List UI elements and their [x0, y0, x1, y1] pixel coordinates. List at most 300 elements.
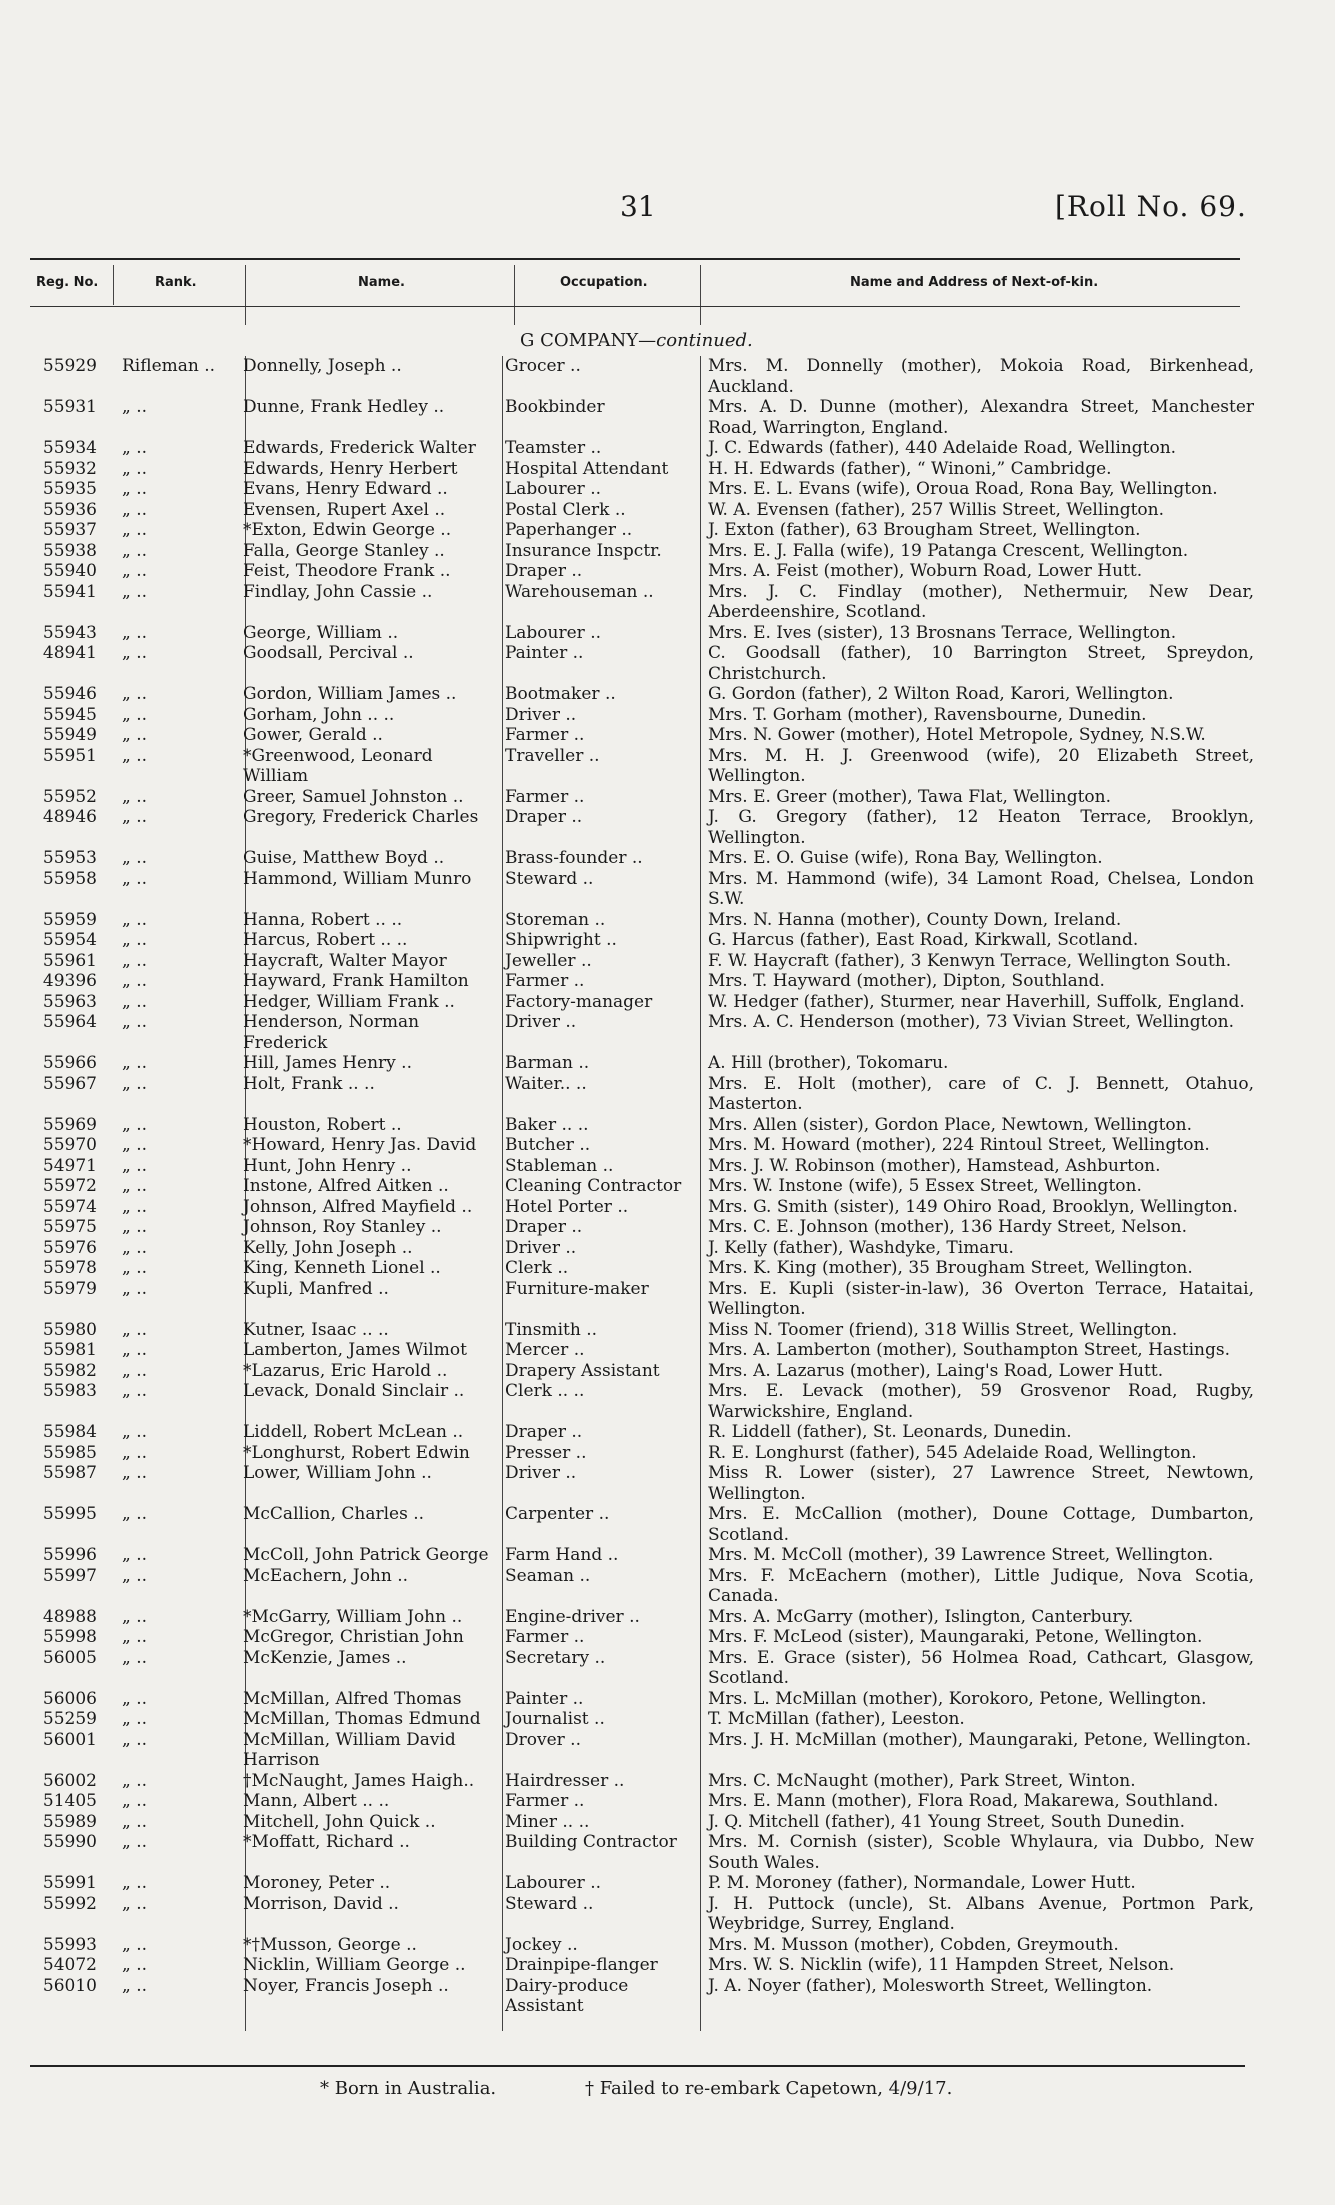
- next-of-kin-cell: G. Gordon (father), 2 Wilton Road, Karori, Wellington.: [708, 684, 1174, 704]
- reg-no-cell: 55958: [42, 868, 97, 889]
- next-of-kin-cell: Mrs. E. Greer (mother), Tawa Flat, Wellington.: [708, 786, 1111, 807]
- occupation-cell: Mercer ..: [505, 1340, 585, 1360]
- occupation-cell: Insurance Inspctr.: [505, 540, 662, 561]
- name-cell: Hayward, Frank Hamilton: [243, 971, 469, 991]
- table-row: [0, 848, 1335, 869]
- next-of-kin-cell: C. Goodsall (father), 10 Barrington Street, Spreydon, Christchurch.: [708, 643, 1254, 684]
- rank-cell: „ ..: [122, 971, 148, 991]
- occupation-cell: Draper ..: [505, 561, 583, 581]
- name-cell: Hammond, William Munro: [243, 868, 472, 889]
- name-cell: McGregor, Christian John: [243, 1627, 464, 1647]
- reg-no-cell: 55984: [42, 1422, 97, 1442]
- next-of-kin-cell: Mrs. W. S. Nicklin (wife), 11 Hampden Street, Nelson.: [708, 1955, 1175, 1975]
- occupation-cell: Tinsmith ..: [505, 1319, 597, 1340]
- table-row: [0, 1197, 1335, 1218]
- name-cell: Lamberton, James Wilmot: [243, 1340, 467, 1360]
- name-cell: Holt, Frank .. ..: [243, 1073, 375, 1094]
- occupation-cell: Painter ..: [505, 643, 584, 663]
- rank-cell: „ ..: [122, 1463, 148, 1483]
- footnote-failed-reembark: † Failed to re-embark Capetown, 4/9/17.: [585, 2078, 953, 2099]
- table-row: [0, 1566, 1335, 1607]
- reg-no-cell: 51405: [42, 1791, 97, 1811]
- roll-table: [0, 356, 1335, 2017]
- occupation-cell: Journalist ..: [505, 1709, 605, 1729]
- rank-cell: „ ..: [122, 1258, 148, 1278]
- table-row: [0, 520, 1335, 541]
- occupation-cell: Stableman ..: [505, 1155, 614, 1176]
- reg-no-cell: 55961: [42, 950, 97, 971]
- name-cell: Hanna, Robert .. ..: [243, 909, 403, 930]
- next-of-kin-cell: J. Kelly (father), Washdyke, Timaru.: [708, 1237, 1014, 1258]
- name-cell: McKenzie, James ..: [243, 1647, 407, 1668]
- next-of-kin-cell: W. A. Evensen (father), 257 Willis Street, Wellington.: [708, 499, 1164, 520]
- name-cell: Edwards, Frederick Walter: [243, 438, 476, 458]
- rank-cell: „ ..: [122, 1893, 148, 1914]
- table-row: [0, 500, 1335, 521]
- next-of-kin-cell: Mrs. A. Lazarus (mother), Laing's Road, Lower Hutt.: [708, 1360, 1164, 1381]
- occupation-cell: Dairy-produce Assistant: [505, 1975, 629, 2016]
- name-cell: Feist, Theodore Frank ..: [243, 561, 451, 581]
- reg-no-cell: 55987: [42, 1463, 97, 1483]
- reg-no-cell: 55953: [42, 848, 97, 868]
- name-cell: Mitchell, John Quick ..: [243, 1811, 436, 1832]
- next-of-kin-cell: Mrs. E. Kupli (sister-in-law), 36 Overton Terrace, Hataitai, Wellington.: [708, 1278, 1254, 1319]
- name-cell: Johnson, Roy Stanley ..: [243, 1217, 442, 1237]
- rank-cell: „ ..: [122, 397, 148, 417]
- table-row: [0, 1053, 1335, 1074]
- next-of-kin-cell: J. A. Noyer (father), Molesworth Street, Wellington.: [708, 1975, 1153, 1996]
- rank-cell: „ ..: [122, 991, 148, 1012]
- reg-no-cell: 48988: [42, 1606, 97, 1627]
- table-row: [0, 807, 1335, 848]
- name-cell: Kupli, Manfred ..: [243, 1278, 389, 1299]
- reg-no-cell: 55990: [42, 1832, 97, 1852]
- next-of-kin-cell: Mrs. A. Lamberton (mother), Southampton Street, Hastings.: [708, 1340, 1231, 1360]
- reg-no-cell: 55945: [42, 704, 97, 725]
- next-of-kin-cell: Mrs. Allen (sister), Gordon Place, Newtown, Wellington.: [708, 1114, 1192, 1135]
- table-row: [0, 910, 1335, 931]
- reg-no-cell: 55995: [42, 1504, 97, 1524]
- occupation-cell: Painter ..: [505, 1688, 584, 1709]
- occupation-cell: Steward ..: [505, 868, 594, 889]
- name-cell: Guise, Matthew Boyd ..: [243, 848, 445, 868]
- occupation-cell: Farmer ..: [505, 786, 585, 807]
- occupation-cell: Brass-founder ..: [505, 848, 643, 868]
- header-next-of-kin: Name and Address of Next-of-kin.: [850, 275, 1099, 290]
- next-of-kin-cell: Mrs. G. Smith (sister), 149 Ohiro Road, Brooklyn, Wellington.: [708, 1196, 1238, 1217]
- next-of-kin-cell: Mrs. T. Hayward (mother), Dipton, Southland.: [708, 971, 1105, 991]
- next-of-kin-cell: Mrs. A. D. Dunne (mother), Alexandra Street, Manchester Road, Warrington, England.: [708, 397, 1254, 438]
- reg-no-cell: 55259: [42, 1709, 97, 1729]
- name-cell: McEachern, John ..: [243, 1565, 409, 1586]
- name-cell: McMillan, Thomas Edmund: [243, 1709, 481, 1729]
- reg-no-cell: 55982: [42, 1360, 97, 1381]
- occupation-cell: Drover ..: [505, 1729, 581, 1750]
- name-cell: Hill, James Henry ..: [243, 1053, 412, 1073]
- reg-no-cell: 55954: [42, 930, 97, 950]
- name-cell: McMillan, Alfred Thomas: [243, 1688, 462, 1709]
- reg-no-cell: 55972: [42, 1176, 97, 1196]
- rank-cell: „ ..: [122, 1237, 148, 1258]
- table-row: [0, 787, 1335, 808]
- table-row: [0, 1217, 1335, 1238]
- reg-no-cell: 55936: [42, 499, 97, 520]
- table-row: [0, 1443, 1335, 1464]
- reg-no-cell: 55978: [42, 1258, 97, 1278]
- rank-cell: „ ..: [122, 1770, 148, 1791]
- occupation-cell: Jockey ..: [505, 1934, 578, 1955]
- next-of-kin-cell: J. G. Gregory (father), 12 Heaton Terrace, Brooklyn, Wellington.: [708, 807, 1254, 848]
- next-of-kin-cell: Miss N. Toomer (friend), 318 Willis Street, Wellington.: [708, 1319, 1178, 1340]
- name-cell: Noyer, Francis Joseph ..: [243, 1975, 449, 1996]
- table-row: [0, 1422, 1335, 1443]
- next-of-kin-cell: Mrs. E. Mann (mother), Flora Road, Makarewa, Southland.: [708, 1791, 1219, 1811]
- name-cell: McCallion, Charles ..: [243, 1504, 425, 1524]
- occupation-cell: Clerk ..: [505, 1258, 569, 1278]
- name-cell: George, William ..: [243, 622, 399, 643]
- reg-no-cell: 56010: [42, 1975, 97, 1996]
- rank-cell: „ ..: [122, 704, 148, 725]
- occupation-cell: Farmer ..: [505, 725, 585, 745]
- reg-no-cell: 55952: [42, 786, 97, 807]
- name-cell: *Greenwood, Leonard William: [243, 745, 433, 786]
- reg-no-cell: 55929: [42, 356, 97, 376]
- next-of-kin-cell: Mrs. M. Musson (mother), Cobden, Greymouth.: [708, 1934, 1119, 1955]
- rank-cell: „ ..: [122, 540, 148, 561]
- rank-cell: „ ..: [122, 1832, 148, 1852]
- table-row: [0, 1730, 1335, 1771]
- table-row: [0, 1545, 1335, 1566]
- occupation-cell: Secretary ..: [505, 1647, 606, 1668]
- occupation-cell: Driver ..: [505, 1463, 577, 1483]
- reg-no-cell: 56002: [42, 1770, 97, 1791]
- table-row: [0, 1176, 1335, 1197]
- next-of-kin-cell: Mrs. C. McNaught (mother), Park Street, Winton.: [708, 1770, 1136, 1791]
- table-row: [0, 1340, 1335, 1361]
- reg-no-cell: 55935: [42, 479, 97, 499]
- table-row: [0, 397, 1335, 438]
- rank-cell: „ ..: [122, 561, 148, 581]
- name-cell: Greer, Samuel Johnston ..: [243, 786, 464, 807]
- reg-no-cell: 55959: [42, 909, 97, 930]
- rank-cell: „ ..: [122, 1975, 148, 1996]
- name-cell: Gregory, Frederick Charles: [243, 807, 479, 827]
- table-row: [0, 1812, 1335, 1833]
- next-of-kin-cell: Mrs. A. C. Henderson (mother), 73 Vivian Street, Wellington.: [708, 1012, 1235, 1032]
- name-cell: Hunt, John Henry ..: [243, 1155, 412, 1176]
- reg-no-cell: 55966: [42, 1053, 97, 1073]
- rank-cell: „ ..: [122, 1606, 148, 1627]
- reg-no-cell: 55949: [42, 725, 97, 745]
- reg-no-cell: 55969: [42, 1114, 97, 1135]
- top-rule: [30, 258, 1240, 260]
- occupation-cell: Driver ..: [505, 1012, 577, 1032]
- next-of-kin-cell: H. H. Edwards (father), “ Winoni,” Cambridge.: [708, 458, 1112, 479]
- occupation-cell: Traveller ..: [505, 745, 600, 766]
- table-row: [0, 541, 1335, 562]
- table-row: [0, 1689, 1335, 1710]
- name-cell: Houston, Robert ..: [243, 1114, 402, 1135]
- name-cell: Findlay, John Cassie ..: [243, 581, 433, 602]
- next-of-kin-cell: Mrs. E. Ives (sister), 13 Brosnans Terrace, Wellington.: [708, 622, 1177, 643]
- next-of-kin-cell: Mrs. C. E. Johnson (mother), 136 Hardy Street, Nelson.: [708, 1217, 1188, 1237]
- next-of-kin-cell: Mrs. L. McMillan (mother), Korokoro, Petone, Wellington.: [708, 1688, 1207, 1709]
- table-row: [0, 1709, 1335, 1730]
- name-cell: McColl, John Patrick George: [243, 1545, 489, 1565]
- reg-no-cell: 55983: [42, 1381, 97, 1401]
- rank-cell: „ ..: [122, 1934, 148, 1955]
- table-row: [0, 1238, 1335, 1259]
- name-cell: Gorham, John .. ..: [243, 704, 395, 725]
- reg-no-cell: 55943: [42, 622, 97, 643]
- occupation-cell: Baker .. ..: [505, 1114, 589, 1135]
- occupation-cell: Driver ..: [505, 704, 577, 725]
- next-of-kin-cell: Mrs. J. C. Findlay (mother), Nethermuir, New Dear, Aberdeenshire, Scotland.: [708, 581, 1254, 622]
- occupation-cell: Butcher ..: [505, 1135, 591, 1155]
- next-of-kin-cell: Miss R. Lower (sister), 27 Lawrence Street, Newtown, Wellington.: [708, 1463, 1254, 1504]
- occupation-cell: Postal Clerk ..: [505, 499, 626, 520]
- table-row: [0, 1115, 1335, 1136]
- occupation-cell: Bootmaker ..: [505, 684, 616, 704]
- occupation-cell: Bookbinder: [505, 397, 605, 417]
- name-cell: Mann, Albert .. ..: [243, 1791, 390, 1811]
- next-of-kin-cell: Mrs. N. Hanna (mother), County Down, Ireland.: [708, 909, 1122, 930]
- next-of-kin-cell: G. Harcus (father), East Road, Kirkwall, Scotland.: [708, 930, 1139, 950]
- table-row: [0, 1074, 1335, 1115]
- name-cell: Harcus, Robert .. ..: [243, 930, 408, 950]
- table-row: [0, 438, 1335, 459]
- table-row: [0, 1894, 1335, 1935]
- rank-cell: „ ..: [122, 1873, 148, 1893]
- next-of-kin-cell: Mrs. N. Gower (mother), Hotel Metropole, Sydney, N.S.W.: [708, 725, 1206, 745]
- table-row: [0, 1135, 1335, 1156]
- rank-cell: „ ..: [122, 1176, 148, 1196]
- name-cell: Evans, Henry Edward ..: [243, 479, 448, 499]
- reg-no-cell: 55975: [42, 1217, 97, 1237]
- rank-cell: „ ..: [122, 1442, 148, 1463]
- table-row: [0, 1156, 1335, 1177]
- next-of-kin-cell: W. Hedger (father), Sturmer, near Haverhill, Suffolk, England.: [708, 991, 1245, 1012]
- name-cell: *Moffatt, Richard ..: [243, 1832, 410, 1852]
- name-cell: Moroney, Peter ..: [243, 1873, 391, 1893]
- section-title-text: G COMPANY—: [520, 330, 657, 351]
- rank-cell: „ ..: [122, 1360, 148, 1381]
- reg-no-cell: 55979: [42, 1278, 97, 1299]
- name-cell: *†Musson, George ..: [243, 1934, 417, 1955]
- reg-no-cell: 55996: [42, 1545, 97, 1565]
- occupation-cell: Factory-manager: [505, 991, 653, 1012]
- rank-cell: „ ..: [122, 1955, 148, 1975]
- name-cell: *Exton, Edwin George ..: [243, 520, 452, 540]
- reg-no-cell: 55980: [42, 1319, 97, 1340]
- table-row: [0, 1258, 1335, 1279]
- occupation-cell: Barman ..: [505, 1053, 590, 1073]
- table-row: [0, 1648, 1335, 1689]
- occupation-cell: Farmer ..: [505, 1791, 585, 1811]
- column-headers: [0, 265, 1335, 305]
- name-cell: Goodsall, Percival ..: [243, 643, 414, 663]
- table-row: [0, 705, 1335, 726]
- reg-no-cell: 55998: [42, 1627, 97, 1647]
- table-row: [0, 1791, 1335, 1812]
- name-cell: *Longhurst, Robert Edwin: [243, 1442, 470, 1463]
- table-row: [0, 1607, 1335, 1628]
- rank-cell: Rifleman ..: [122, 356, 216, 376]
- name-cell: Donnelly, Joseph ..: [243, 356, 402, 376]
- reg-no-cell: 55992: [42, 1893, 97, 1914]
- rank-cell: „ ..: [122, 950, 148, 971]
- reg-no-cell: 55989: [42, 1811, 97, 1832]
- rank-cell: „ ..: [122, 581, 148, 602]
- footer-rule: [30, 2065, 1245, 2067]
- name-cell: Nicklin, William George ..: [243, 1955, 466, 1975]
- name-cell: McMillan, William David Harrison: [243, 1729, 456, 1770]
- name-cell: †McNaught, James Haigh..: [243, 1770, 475, 1791]
- next-of-kin-cell: J. Q. Mitchell (father), 41 Young Street, South Dunedin.: [708, 1811, 1185, 1832]
- table-row: [0, 725, 1335, 746]
- reg-no-cell: 49396: [42, 971, 97, 991]
- section-title: [520, 330, 753, 351]
- header-rule: [30, 306, 1240, 307]
- rank-cell: „ ..: [122, 1196, 148, 1217]
- rank-cell: „ ..: [122, 1135, 148, 1155]
- roll-label: [Roll No. 69.: [1055, 190, 1247, 223]
- occupation-cell: Farmer ..: [505, 1627, 585, 1647]
- reg-no-cell: 48941: [42, 643, 97, 663]
- next-of-kin-cell: Mrs. M. McColl (mother), 39 Lawrence Street, Wellington.: [708, 1545, 1214, 1565]
- table-row: [0, 684, 1335, 705]
- table-row: [0, 623, 1335, 644]
- occupation-cell: Teamster ..: [505, 438, 602, 458]
- next-of-kin-cell: Mrs. A. Feist (mother), Woburn Road, Lower Hutt.: [708, 561, 1143, 581]
- header-rank: Rank.: [155, 275, 197, 290]
- table-row: [0, 1504, 1335, 1545]
- occupation-cell: Draper ..: [505, 1422, 583, 1442]
- reg-no-cell: 55981: [42, 1340, 97, 1360]
- next-of-kin-cell: Mrs. E. O. Guise (wife), Rona Bay, Wellington.: [708, 848, 1103, 868]
- rank-cell: „ ..: [122, 1688, 148, 1709]
- rank-cell: „ ..: [122, 1565, 148, 1586]
- next-of-kin-cell: Mrs. F. McEachern (mother), Little Judique, Nova Scotia, Canada.: [708, 1565, 1254, 1606]
- reg-no-cell: 55951: [42, 745, 97, 766]
- reg-no-cell: 55970: [42, 1135, 97, 1155]
- column-divider: [245, 265, 246, 325]
- name-cell: Kelly, John Joseph ..: [243, 1237, 413, 1258]
- table-row: [0, 1463, 1335, 1504]
- name-cell: Morrison, David ..: [243, 1893, 399, 1914]
- rank-cell: „ ..: [122, 930, 148, 950]
- table-row: [0, 1935, 1335, 1956]
- table-row: [0, 1012, 1335, 1053]
- footnote-born-australia: * Born in Australia.: [320, 2078, 497, 2099]
- name-cell: Dunne, Frank Hedley ..: [243, 397, 445, 417]
- column-divider: [700, 265, 701, 325]
- name-cell: Edwards, Henry Herbert: [243, 458, 458, 479]
- name-cell: Kutner, Isaac .. ..: [243, 1319, 389, 1340]
- table-row: [0, 479, 1335, 500]
- occupation-cell: Building Contractor: [505, 1832, 677, 1852]
- name-cell: Instone, Alfred Aitken ..: [243, 1176, 449, 1196]
- rank-cell: „ ..: [122, 643, 148, 663]
- rank-cell: „ ..: [122, 1627, 148, 1647]
- occupation-cell: Cleaning Contractor: [505, 1176, 682, 1196]
- name-cell: Gower, Gerald ..: [243, 725, 383, 745]
- reg-no-cell: 56001: [42, 1729, 97, 1750]
- reg-no-cell: 55946: [42, 684, 97, 704]
- next-of-kin-cell: R. Liddell (father), St. Leonards, Dunedin.: [708, 1422, 1072, 1442]
- column-divider: [514, 265, 515, 325]
- rank-cell: „ ..: [122, 725, 148, 745]
- table-row: [0, 561, 1335, 582]
- next-of-kin-cell: Mrs. A. McGarry (mother), Islington, Canterbury.: [708, 1606, 1134, 1627]
- rank-cell: „ ..: [122, 1504, 148, 1524]
- occupation-cell: Draper ..: [505, 1217, 583, 1237]
- reg-no-cell: 55931: [42, 397, 97, 417]
- page-number: 31: [620, 190, 656, 223]
- name-cell: King, Kenneth Lionel ..: [243, 1258, 441, 1278]
- rank-cell: „ ..: [122, 622, 148, 643]
- name-cell: Levack, Donald Sinclair ..: [243, 1381, 465, 1401]
- next-of-kin-cell: Mrs. M. Cornish (sister), Scoble Whylaura, via Dubbo, New South Wales.: [708, 1832, 1254, 1873]
- rank-cell: „ ..: [122, 1155, 148, 1176]
- reg-no-cell: 55967: [42, 1073, 97, 1094]
- table-row: [0, 992, 1335, 1013]
- rank-cell: „ ..: [122, 1791, 148, 1811]
- rank-cell: „ ..: [122, 1073, 148, 1094]
- table-row: [0, 1955, 1335, 1976]
- occupation-cell: Shipwright ..: [505, 930, 617, 950]
- next-of-kin-cell: R. E. Longhurst (father), 545 Adelaide Road, Wellington.: [708, 1442, 1197, 1463]
- next-of-kin-cell: Mrs. E. Holt (mother), care of C. J. Bennett, Otahuo, Masterton.: [708, 1073, 1254, 1114]
- table-row: [0, 1627, 1335, 1648]
- column-divider: [113, 265, 114, 305]
- table-row: [0, 356, 1335, 397]
- reg-no-cell: 55993: [42, 1934, 97, 1955]
- rank-cell: „ ..: [122, 868, 148, 889]
- next-of-kin-cell: J. Exton (father), 63 Brougham Street, Wellington.: [708, 520, 1141, 540]
- name-cell: *Lazarus, Eric Harold ..: [243, 1360, 448, 1381]
- rank-cell: „ ..: [122, 1217, 148, 1237]
- occupation-cell: Labourer ..: [505, 479, 602, 499]
- rank-cell: „ ..: [122, 499, 148, 520]
- table-row: [0, 1873, 1335, 1894]
- rank-cell: „ ..: [122, 1729, 148, 1750]
- next-of-kin-cell: Mrs. K. King (mother), 35 Brougham Street, Wellington.: [708, 1258, 1193, 1278]
- reg-no-cell: 55940: [42, 561, 97, 581]
- page-header: [0, 190, 1335, 230]
- reg-no-cell: 55997: [42, 1565, 97, 1586]
- header-name: Name.: [358, 275, 405, 290]
- next-of-kin-cell: Mrs. M. H. J. Greenwood (wife), 20 Elizabeth Street, Wellington.: [708, 745, 1254, 786]
- next-of-kin-cell: Mrs. E. Grace (sister), 56 Holmea Road, Cathcart, Glasgow, Scotland.: [708, 1647, 1254, 1688]
- table-row: [0, 951, 1335, 972]
- reg-no-cell: 48946: [42, 807, 97, 827]
- rank-cell: „ ..: [122, 458, 148, 479]
- section-title-continued: continued.: [656, 330, 753, 351]
- reg-no-cell: 55964: [42, 1012, 97, 1032]
- reg-no-cell: 55941: [42, 581, 97, 602]
- rank-cell: „ ..: [122, 1381, 148, 1401]
- occupation-cell: Labourer ..: [505, 1873, 602, 1893]
- rank-cell: „ ..: [122, 684, 148, 704]
- next-of-kin-cell: P. M. Moroney (father), Normandale, Lower Hutt.: [708, 1873, 1136, 1893]
- reg-no-cell: 55976: [42, 1237, 97, 1258]
- occupation-cell: Drainpipe-flanger: [505, 1955, 658, 1975]
- table-row: [0, 1832, 1335, 1873]
- rank-cell: „ ..: [122, 1053, 148, 1073]
- occupation-cell: Engine-driver ..: [505, 1606, 640, 1627]
- next-of-kin-cell: A. Hill (brother), Tokomaru.: [708, 1053, 949, 1073]
